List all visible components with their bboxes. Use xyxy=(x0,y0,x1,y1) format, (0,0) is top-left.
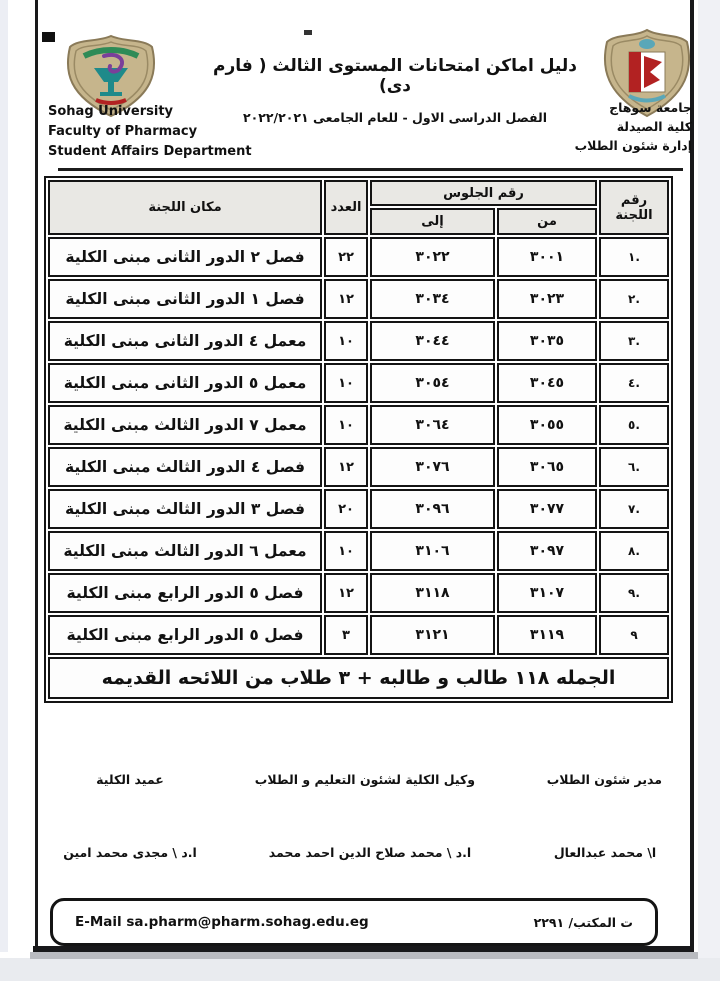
scan-edge-right xyxy=(698,0,720,981)
committee-location: معمل ٧ الدور الثالث مبنى الكلية xyxy=(48,405,322,445)
table-row xyxy=(48,489,669,529)
seat-from: ٣٠٦٥ xyxy=(497,447,597,487)
col-header-committee-number: رقم اللجنة xyxy=(599,180,669,235)
col-header-count: العدد xyxy=(324,180,368,235)
committee-number: ٢. xyxy=(628,292,640,306)
student-count: ١٢ xyxy=(324,447,368,487)
student-count: ٣ xyxy=(324,615,368,655)
table-row xyxy=(48,363,669,403)
seat-to: ٣١٢١ xyxy=(370,615,495,655)
document-subtitle: الفصل الدراسى الاول - للعام الجامعى ٢٠٢٢/٢٠٢١ xyxy=(242,110,547,125)
signature-name-dean: ا.د \ مجدى محمد امين xyxy=(63,845,197,860)
committee-location: معمل ٤ الدور الثانى مبنى الكلية xyxy=(48,321,322,361)
committee-number: ١. xyxy=(628,250,640,264)
student-count: ٢٠ xyxy=(324,489,368,529)
seat-from: ٣٠٥٥ xyxy=(497,405,597,445)
student-count: ١٠ xyxy=(324,363,368,403)
signature-name-vice-dean: ا.د \ محمد صلاح الدين احمد محمد xyxy=(268,845,472,860)
scan-edge-left xyxy=(0,0,8,952)
table-row xyxy=(48,237,669,277)
seat-from: ٣١١٩ xyxy=(497,615,597,655)
seat-to: ٣١١٨ xyxy=(370,573,495,613)
table-row xyxy=(48,279,669,319)
org-en-faculty: Faculty of Pharmacy xyxy=(48,124,198,139)
student-count: ١٢ xyxy=(324,573,368,613)
committee-location: معمل ٦ الدور الثالث مبنى الكلية xyxy=(48,531,322,571)
seat-from: ٣١٠٧ xyxy=(497,573,597,613)
document-title: دليل اماكن امتحانات المستوى الثالث ( فارم دى) xyxy=(213,56,577,96)
page-border-bottom xyxy=(33,946,694,952)
seat-to: ٣٠٧٦ xyxy=(370,447,495,487)
office-phone: ت المكتب/ ٢٢٩١ xyxy=(533,914,633,930)
org-ar-university: جامعة سوهاج xyxy=(609,100,692,115)
table-row xyxy=(48,447,669,487)
committee-location: فصل ٣ الدور الثالث مبنى الكلية xyxy=(48,489,322,529)
seat-from: ٣٠٠١ xyxy=(497,237,597,277)
table-row xyxy=(48,531,669,571)
contact-box xyxy=(50,898,658,946)
email-address: E-Mail sa.pharm@pharm.sohag.edu.eg xyxy=(75,914,369,930)
exam-locations-table xyxy=(44,176,673,703)
scan-edge-bottom xyxy=(0,958,720,981)
table-row xyxy=(48,405,669,445)
student-count: ٢٢ xyxy=(324,237,368,277)
committee-number: ٤. xyxy=(628,376,640,390)
seat-from: ٣٠٩٧ xyxy=(497,531,597,571)
committee-number: ٦. xyxy=(628,460,640,474)
col-header-to: إلى xyxy=(370,208,495,235)
page-border-left xyxy=(35,0,38,950)
student-count: ١٠ xyxy=(324,321,368,361)
committee-number: ٩. xyxy=(628,586,640,600)
committee-number: ٣. xyxy=(628,334,640,348)
col-header-seat-number: رقم الجلوس xyxy=(370,180,597,206)
committee-location: فصل ٥ الدور الرابع مبنى الكلية xyxy=(48,615,322,655)
seat-from: ٣٠٢٣ xyxy=(497,279,597,319)
committee-location: فصل ٤ الدور الثالث مبنى الكلية xyxy=(48,447,322,487)
seat-to: ٣٠٥٤ xyxy=(370,363,495,403)
organization-arabic xyxy=(540,98,692,155)
scan-shadow-bottom xyxy=(30,952,698,959)
seat-from: ٣٠٣٥ xyxy=(497,321,597,361)
org-en-department: Student Affairs Department xyxy=(48,144,252,159)
committee-number: ٥. xyxy=(628,418,640,432)
signature-title-student-affairs-director: مدير شئون الطلاب xyxy=(546,772,662,787)
seat-to: ٣٠٦٤ xyxy=(370,405,495,445)
total-text: الجمله ١١٨ طالب و طالبه + ٣ طلاب من اللائحه القديمه xyxy=(48,657,669,699)
committee-number: ٧. xyxy=(628,502,640,516)
seat-from: ٣٠٧٧ xyxy=(497,489,597,529)
seat-to: ٣٠٩٦ xyxy=(370,489,495,529)
signature-name-student-affairs-director: ا\ محمد عبدالعال xyxy=(553,845,657,860)
committee-location: فصل ٥ الدور الرابع مبنى الكلية xyxy=(48,573,322,613)
committee-number: ٨. xyxy=(628,544,640,558)
col-header-location: مكان اللجنة xyxy=(48,180,322,235)
seat-to: ٣١٠٦ xyxy=(370,531,495,571)
scan-artifact xyxy=(304,30,312,35)
organization-english xyxy=(48,102,268,162)
org-en-university: Sohag University xyxy=(48,104,174,119)
committee-number: ٩ xyxy=(630,628,638,642)
header-divider xyxy=(58,168,683,171)
table-row xyxy=(48,573,669,613)
signature-title-dean: عميد الكلية xyxy=(96,772,164,787)
seat-to: ٣٠٣٤ xyxy=(370,279,495,319)
student-count: ١٢ xyxy=(324,279,368,319)
student-count: ١٠ xyxy=(324,531,368,571)
scan-artifact xyxy=(42,32,55,42)
table-row xyxy=(48,615,669,655)
seat-to: ٣٠٢٢ xyxy=(370,237,495,277)
org-ar-department: إدارة شئون الطلاب xyxy=(574,138,692,153)
org-ar-faculty: كلية الصيدلة xyxy=(616,119,692,134)
seat-to: ٣٠٤٤ xyxy=(370,321,495,361)
total-row xyxy=(48,657,669,699)
student-count: ١٠ xyxy=(324,405,368,445)
committee-location: معمل ٥ الدور الثانى مبنى الكلية xyxy=(48,363,322,403)
table-row xyxy=(48,321,669,361)
signature-title-vice-dean: وكيل الكلية لشئون التعليم و الطلاب xyxy=(254,772,475,787)
seat-from: ٣٠٤٥ xyxy=(497,363,597,403)
committee-location: فصل ١ الدور الثانى مبنى الكلية xyxy=(48,279,322,319)
col-header-from: من xyxy=(497,208,597,235)
committee-location: فصل ٢ الدور الثانى مبنى الكلية xyxy=(48,237,322,277)
